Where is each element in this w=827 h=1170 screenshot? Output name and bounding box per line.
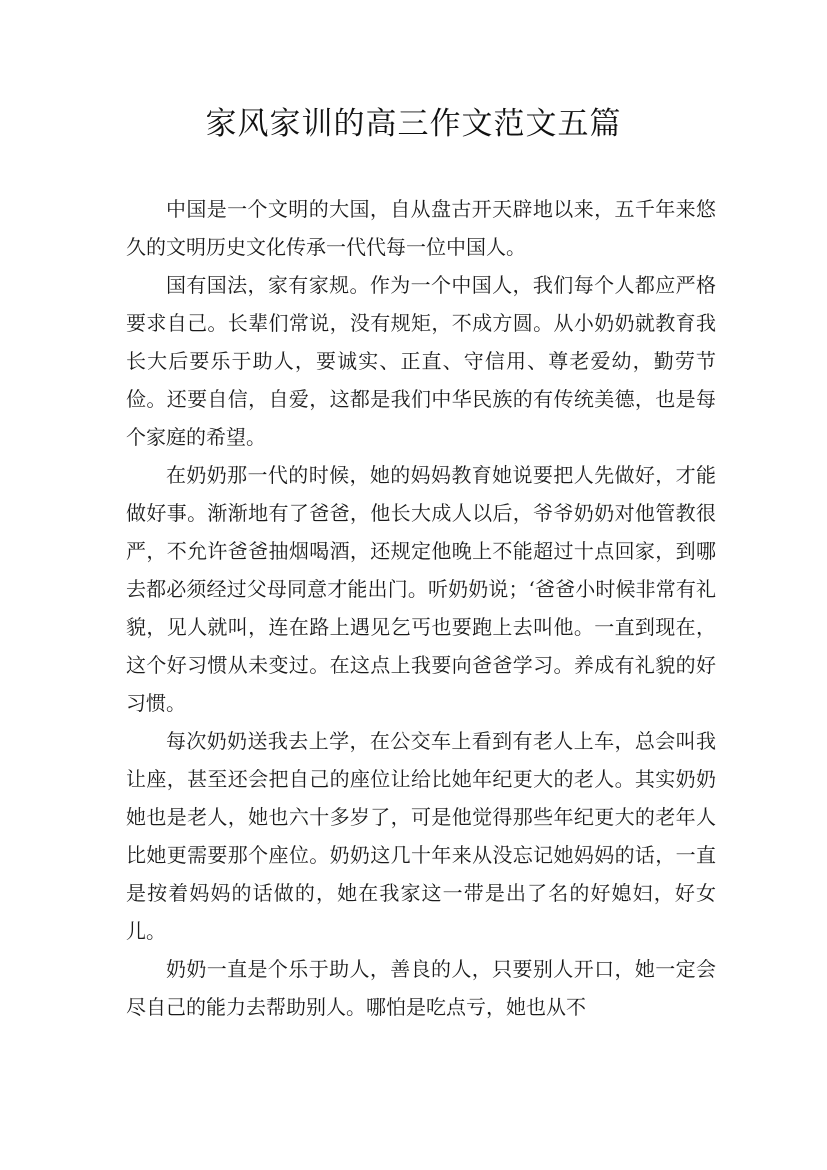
paragraph-3: 在奶奶那一代的时候，她的妈妈教育她说要把人先做好，才能做好事。渐渐地有了爸爸，他长大成人以后，爷爷奶奶对他管教很严，不允许爸爸抽烟喝酒，还规定他晚上不能超过十点回家，到哪去都必须经过父母同意才能出门。听奶奶说；‘爸爸小时候非常有礼貌，见人就叫，连在路上遇见乞丐也要跑上去叫他。一直到现在，这个好习惯从未变过。在这点上我要向爸爸学习。养成有礼貌的好习惯。	[126, 463, 716, 715]
document-title: 家风家训的高三作文范文五篇	[205, 106, 622, 142]
paragraph-5: 奶奶一直是个乐于助人，善良的人，只要别人开口，她一定会尽自己的能力去帮助别人。哪怕是吃点亏，她也从不	[126, 957, 716, 1019]
paragraph-1: 中国是一个文明的大国，自从盘古开天辟地以来，五千年来悠久的文明历史文化传承一代代每一位中国人。	[126, 197, 716, 259]
document-body	[126, 190, 716, 1026]
paragraph-4: 每次奶奶送我去上学，在公交车上看到有老人上车，总会叫我让座，甚至还会把自己的座位让给比她年纪更大的老人。其实奶奶她也是老人，她也六十多岁了，可是他觉得那些年纪更大的老年人比她更需要那个座位。奶奶这几十年来从没忘记她妈妈的话，一直是按着妈妈的话做的，她在我家这一带是出了名的好媳妇，好女儿。	[126, 729, 716, 943]
paragraph-2: 国有国法，家有家规。作为一个中国人，我们每个人都应严格要求自己。长辈们常说，没有规矩，不成方圆。从小奶奶就教育我长大后要乐于助人，要诚实、正直、守信用、尊老爱幼，勤劳节俭。还要自信，自爱，这都是我们中华民族的有传统美德，也是每个家庭的希望。	[126, 273, 716, 449]
